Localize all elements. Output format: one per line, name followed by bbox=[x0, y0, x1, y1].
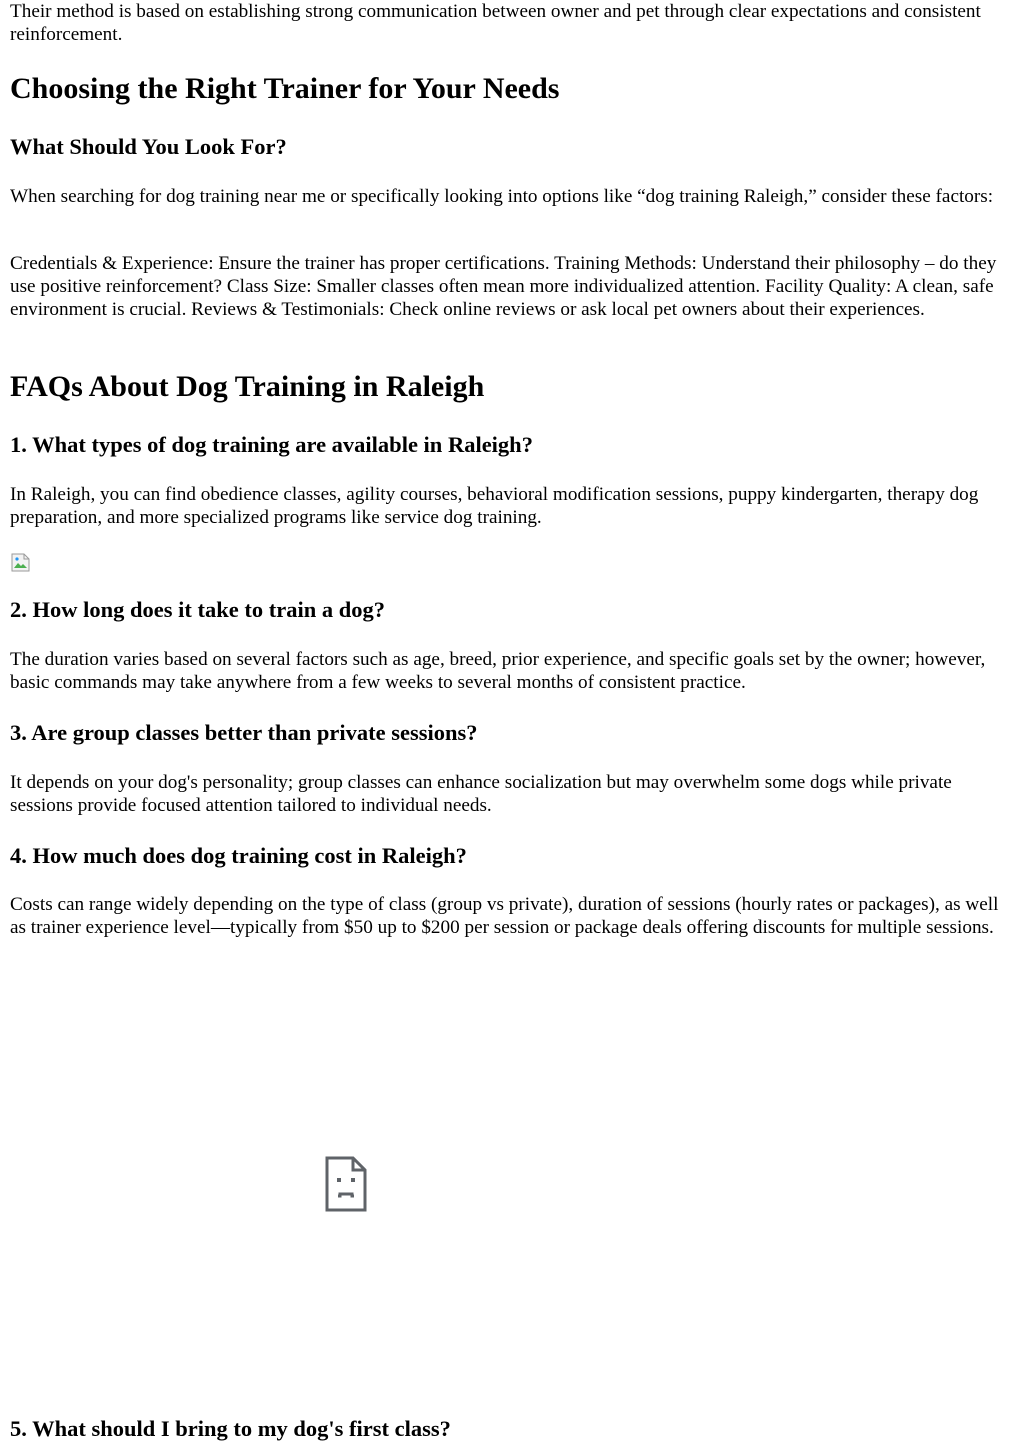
search-factors-paragraph: When searching for dog training near me or specifically looking into options like “dog training Raleigh,” consider these factors: bbox=[10, 186, 994, 207]
sad-document-icon bbox=[325, 1156, 367, 1212]
what-to-look-for-heading: What Should You Look For? bbox=[10, 134, 287, 159]
intro-tail-paragraph: Their method is based on establishing strong communication between owner and pet through clear expectations and consistent reinforcement. bbox=[10, 1, 981, 45]
faq-answer-3: It depends on your dog's personality; group classes can enhance socialization but may overwhelm some dogs while private sessions provide focused attention tailored to individual needs. bbox=[10, 772, 952, 816]
faqs-heading: FAQs About Dog Training in Raleigh bbox=[10, 370, 485, 403]
faq-answer-2: The duration varies based on several factors such as age, breed, prior experience, and specific goals set by the owner; however, basic commands may take anywhere from a few weeks to several months of consistent practice. bbox=[10, 649, 986, 693]
factors-list-paragraph: Credentials & Experience: Ensure the trainer has proper certifications. Training Methods: Understand their philosophy – do they use positive reinforcement? Class Size: Smaller classes often mean more individualized attention. Facility Quality: A clean, safe environment is crucial. Reviews & Testimonials: Check online reviews or ask local pet owners about their experiences. bbox=[10, 253, 997, 320]
choosing-trainer-heading: Choosing the Right Trainer for Your Needs bbox=[10, 72, 560, 105]
faq-answer-4: Costs can range widely depending on the type of class (group vs private), duration of sessions (hourly rates or packages), as well as trainer experience level—typically from $50 up to $200 per session or package deals offering discounts for multiple sessions. bbox=[10, 894, 999, 938]
faq-question-4: 4. How much does dog training cost in Raleigh? bbox=[10, 843, 467, 868]
faq-question-1: 1. What types of dog training are available in Raleigh? bbox=[10, 432, 533, 457]
broken-image-icon bbox=[11, 553, 31, 572]
faq-question-5: 5. What should I bring to my dog's first class? bbox=[10, 1416, 451, 1441]
faq-question-3: 3. Are group classes better than private sessions? bbox=[10, 720, 478, 745]
faq-answer-1: In Raleigh, you can find obedience classes, agility courses, behavioral modification sessions, puppy kindergarten, therapy dog preparation, and more specialized programs like service dog training. bbox=[10, 484, 979, 528]
faq-question-2: 2. How long does it take to train a dog? bbox=[10, 597, 386, 622]
